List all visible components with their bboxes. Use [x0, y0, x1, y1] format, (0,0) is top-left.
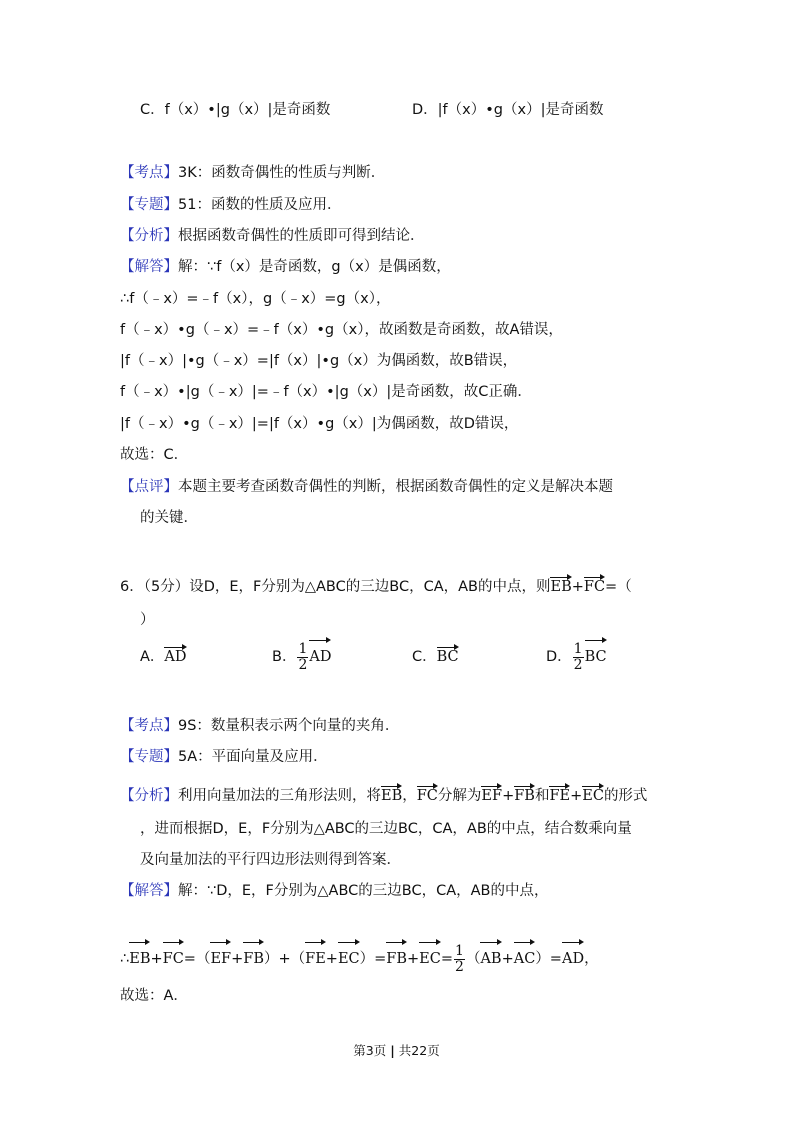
- q6-answer: 故选：A．: [120, 988, 188, 1004]
- vector-fb: FB: [386, 940, 407, 976]
- kaodian-tag: 【考点】: [120, 718, 178, 734]
- vector-ec: EC: [338, 940, 360, 976]
- jieda-text: 解：∵D，E，F分别为△ABC的三边BC，CA，AB的中点，: [178, 883, 549, 899]
- fraction-numerator: 1: [298, 640, 308, 657]
- equals-sign: =: [440, 951, 454, 967]
- option-c-label: C．: [412, 649, 437, 665]
- eq-open-2: （: [465, 951, 481, 967]
- fenxi-text-a: 利用向量加法的三角形法则，将: [178, 788, 381, 804]
- q6-stem: [120, 575, 632, 597]
- fenxi-tag: 【分析】: [120, 228, 178, 244]
- q6-jieda: [120, 881, 549, 901]
- q6-vector-equation: [120, 940, 599, 976]
- vector-eb: EB: [129, 940, 150, 976]
- therefore-sign: ∴: [120, 951, 130, 967]
- q5-jieda: [120, 257, 451, 277]
- zhuanti-text: 5A：平面向量及应用．: [178, 749, 328, 765]
- vector-ef: EF: [210, 940, 231, 976]
- zhuanti-tag: 【专题】: [120, 749, 178, 765]
- plus-sign: +: [571, 579, 584, 595]
- q5-step-3: |f（﹣x）|•g（﹣x）=|f（x）|•g（x）为偶函数，故B错误，: [120, 353, 518, 369]
- vector-fb: FB: [243, 940, 264, 976]
- fenxi-text-c: 的形式: [603, 788, 648, 804]
- q6-option-b: [272, 638, 331, 674]
- fenxi-text: 根据函数奇偶性的性质即可得到结论．: [178, 228, 425, 244]
- and-word: 和: [534, 788, 550, 804]
- vector-ab: AB: [480, 940, 501, 976]
- q6-stem-close: ）: [140, 612, 155, 628]
- q6-fenxi: [120, 784, 647, 806]
- plus-sign: +: [407, 951, 420, 967]
- jieda-text: 解：∵f（x）是奇函数，g（x）是偶函数，: [178, 259, 451, 275]
- eq-mid: ）+（: [263, 951, 306, 967]
- plus-sign: +: [570, 788, 583, 804]
- q5-step-1: ∴f（﹣x）=﹣f（x），g（﹣x）=g（x），: [120, 291, 391, 307]
- q5-option-c: C．f（x）•|g（x）|是奇函数: [140, 102, 331, 118]
- fraction-numerator: 1: [455, 942, 464, 959]
- vector-ec: EC: [419, 940, 441, 976]
- plus-sign: +: [150, 951, 163, 967]
- fraction-half: [297, 642, 308, 673]
- zhuanti-tag: 【专题】: [120, 197, 178, 213]
- comma: ，: [402, 788, 417, 804]
- q5-step-2: f（﹣x）•g（﹣x）=﹣f（x）•g（x），故函数是奇函数，故A错误，: [120, 322, 563, 338]
- q5-zhuanti: [120, 195, 341, 215]
- q5-option-d: D．|f（x）•g（x）|是奇函数: [412, 102, 604, 118]
- dianping-tag: 【点评】: [120, 479, 178, 495]
- plus-sign: +: [231, 951, 244, 967]
- vector-eb: EB: [381, 784, 402, 806]
- q5-answer: 故选：C．: [120, 447, 189, 463]
- fraction-half: [573, 642, 584, 673]
- page-number: 第3页: [353, 1043, 387, 1058]
- q5-fenxi: [120, 226, 425, 246]
- q6-option-c: [412, 645, 459, 667]
- option-d-label: D．: [546, 649, 572, 665]
- fraction-denominator: 2: [455, 958, 464, 975]
- option-a-label: A．: [140, 649, 165, 665]
- q5-dianping: [120, 477, 613, 497]
- vector-fc: FC: [417, 784, 438, 806]
- q6-option-a: [140, 645, 187, 667]
- vector-fe: FE: [549, 784, 570, 806]
- vector-ad: AD: [562, 940, 584, 976]
- q6-stem-suffix: =（: [605, 579, 632, 595]
- vector-bc: BC: [585, 638, 607, 674]
- vector-ef: EF: [481, 784, 502, 806]
- q6-option-d: [546, 638, 607, 674]
- fenxi-text-b: 分解为: [437, 788, 482, 804]
- vector-fc: FC: [584, 575, 605, 597]
- kaodian-tag: 【考点】: [120, 165, 178, 181]
- kaodian-text: 3K：函数奇偶性的性质与判断．: [178, 165, 386, 181]
- q6-stem-prefix: 6．（5分）设D，E，F分别为△ABC的三边BC，CA，AB的中点，则: [120, 579, 551, 595]
- vector-bc: BC: [437, 645, 459, 667]
- zhuanti-text: 51：函数的性质及应用．: [178, 197, 342, 213]
- eq-end: ，: [584, 951, 599, 967]
- fraction-numerator: 1: [573, 640, 583, 657]
- plus-sign: +: [502, 788, 515, 804]
- q5-dianping-cont: 的关键．: [140, 510, 198, 526]
- eq-close-2: ）=: [535, 951, 562, 967]
- q5-step-4: f（﹣x）•|g（﹣x）|=﹣f（x）•|g（x）|是奇函数，故C正确．: [120, 384, 532, 400]
- option-b-label: B．: [272, 649, 297, 665]
- vector-ad: AD: [309, 638, 331, 674]
- footer-separator: |: [390, 1043, 395, 1058]
- eq-open: =（: [183, 951, 211, 967]
- plus-sign: +: [325, 951, 338, 967]
- fraction-denominator: 2: [573, 656, 583, 673]
- eq-close-eq: ）=: [359, 951, 387, 967]
- vector-ac: AC: [514, 940, 536, 976]
- q6-fenxi-line3: 及向量加法的平行四边形法则得到答案．: [140, 852, 401, 868]
- fenxi-tag: 【分析】: [120, 788, 178, 804]
- jieda-tag: 【解答】: [120, 259, 178, 275]
- q5-kaodian: [120, 163, 385, 183]
- q6-fenxi-line2: ，进而根据D，E，F分别为△ABC的三边BC，CA，AB的中点，结合数乘向量: [140, 821, 632, 837]
- vector-fb: FB: [514, 784, 535, 806]
- q6-zhuanti: [120, 747, 328, 767]
- vector-fe: FE: [305, 940, 326, 976]
- jieda-tag: 【解答】: [120, 883, 178, 899]
- page-footer: [0, 1041, 793, 1059]
- vector-fc: FC: [163, 940, 184, 976]
- kaodian-text: 9S：数量积表示两个向量的夹角．: [178, 718, 400, 734]
- vector-eb: EB: [550, 575, 571, 597]
- fraction-half: [454, 944, 465, 975]
- q5-step-5: |f（﹣x）•g（﹣x）|=|f（x）•g（x）|为偶函数，故D错误，: [120, 416, 519, 432]
- plus-sign: +: [501, 951, 514, 967]
- dianping-text-1: 本题主要考查函数奇偶性的判断，根据函数奇偶性的定义是解决本题: [178, 479, 613, 495]
- page-total: 共22页: [398, 1043, 440, 1058]
- vector-ec: EC: [582, 784, 604, 806]
- fraction-denominator: 2: [298, 656, 308, 673]
- q6-kaodian: [120, 716, 399, 736]
- vector-ad: AD: [164, 645, 186, 667]
